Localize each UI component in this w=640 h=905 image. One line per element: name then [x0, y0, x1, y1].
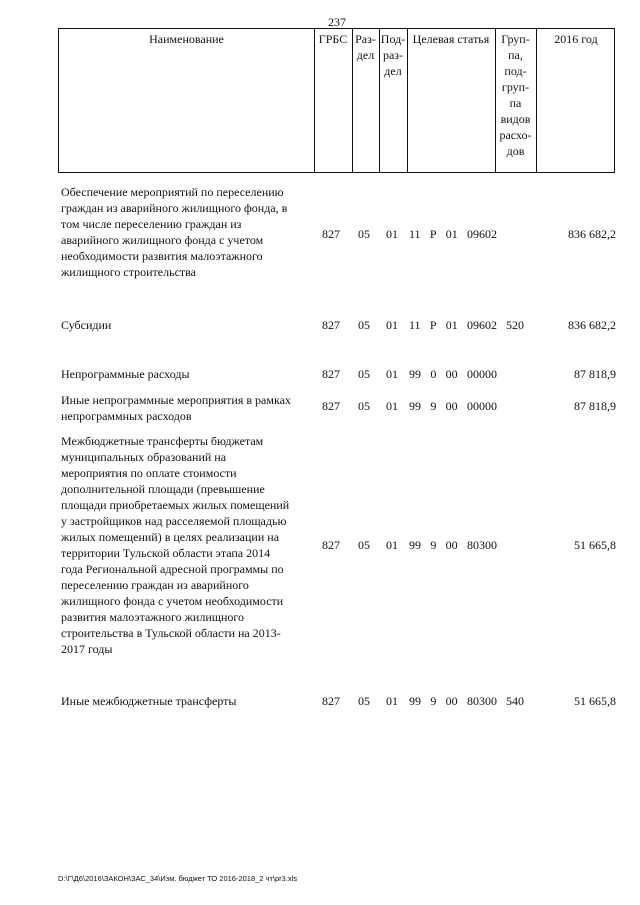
target-part: 99: [409, 367, 421, 381]
target-part: 99: [409, 694, 421, 708]
row-razdel: 05: [358, 399, 370, 413]
table-row: [0, 433, 640, 661]
row-name-line: территории Тульской области этапа 2014: [61, 546, 271, 560]
table-row: [0, 366, 640, 386]
row-target: [409, 366, 497, 382]
row-name-line: мероприятия по оплате стоимости: [61, 466, 237, 480]
row-name-line: Непрограммные расходы: [61, 367, 190, 381]
row-name-line: Субсидии: [61, 318, 112, 332]
row-name-line: Иные непрограммные мероприятия в рамках: [61, 393, 291, 407]
row-name-line: граждан из аварийного жилищного фонда, в: [61, 201, 288, 215]
row-name-line: необходимости развития малоэтажного: [61, 249, 263, 263]
header-podrazdel-line: раз-: [382, 48, 404, 62]
row-name-line: том числе переселению граждан из: [61, 217, 242, 231]
row-podrazdel: 01: [386, 318, 398, 332]
header-group-line: груп-: [501, 80, 530, 94]
row-amount: 51 665,8: [574, 538, 616, 552]
row-amount: 836 682,2: [568, 227, 616, 241]
target-part: Р: [429, 318, 437, 332]
target-part: 01: [445, 227, 458, 241]
row-razdel: 05: [358, 227, 370, 241]
target-part: 80300: [466, 538, 497, 552]
row-podrazdel: 01: [386, 538, 398, 552]
row-grbs: 827: [322, 538, 340, 552]
target-part: 01: [445, 318, 458, 332]
row-target: [409, 537, 497, 553]
row-grbs: 827: [322, 227, 340, 241]
table-row: [0, 693, 640, 713]
row-name-line: Иные межбюджетные трансферты: [61, 694, 237, 708]
target-part: 00: [445, 399, 458, 413]
row-name-line: муниципальных образований на: [61, 450, 227, 464]
file-path-footer: D:\Г\Д6\2016\ЗАКОН\ЗАС_34\Изм. бюджет ТО 2016-2018_2 чт\pr3.xls: [58, 874, 298, 883]
row-name-line: переселению граждан из аварийного: [61, 578, 249, 592]
row-target: [409, 398, 497, 414]
row-target: [409, 693, 497, 709]
row-name: [61, 317, 311, 333]
row-name: [61, 392, 311, 424]
row-podrazdel: 01: [386, 399, 398, 413]
header-group: [495, 31, 536, 159]
row-name-line: Межбюджетные трансферты бюджетам: [61, 434, 264, 448]
row-name-line: Обеспечение мероприятий по переселению: [61, 185, 284, 199]
row-name: [61, 184, 311, 280]
target-part: 0: [430, 367, 437, 381]
header-group-line: под-: [504, 64, 527, 78]
row-amount: 51 665,8: [574, 694, 616, 708]
row-name-line: у застройщиков над расселяемой площадью: [61, 514, 287, 528]
header-group-line: па: [509, 96, 522, 110]
table-row: [0, 184, 640, 284]
column-divider: [314, 29, 315, 172]
row-name-line: жилых помещений) в целях реализации на: [61, 530, 280, 544]
row-name-line: 2017 годы: [61, 642, 113, 656]
row-podrazdel: 01: [386, 694, 398, 708]
header-year: 2016 год: [554, 32, 598, 46]
table-row: [0, 392, 640, 426]
row-name-line: дополнительной площади (превышение: [61, 482, 265, 496]
row-group: 520: [506, 318, 524, 332]
target-part: 00: [445, 538, 458, 552]
row-razdel: 05: [358, 318, 370, 332]
row-grbs: 827: [322, 694, 340, 708]
row-name: [61, 433, 311, 657]
target-part: 00000: [466, 399, 497, 413]
target-part: 09602: [467, 227, 497, 241]
target-part: 09602: [467, 318, 497, 332]
row-razdel: 05: [358, 538, 370, 552]
row-name-line: строительства в Тульской области на 2013-: [61, 626, 281, 640]
header-podrazdel-line: дел: [384, 64, 402, 78]
row-grbs: 827: [322, 367, 340, 381]
row-podrazdel: 01: [386, 227, 398, 241]
target-part: 9: [430, 399, 437, 413]
row-podrazdel: 01: [386, 367, 398, 381]
target-part: Р: [429, 227, 437, 241]
row-name-line: непрограммных расходов: [61, 409, 192, 423]
header-grbs: ГРБС: [318, 32, 348, 46]
header-podrazdel: [379, 31, 407, 79]
row-amount: 87 818,9: [574, 399, 616, 413]
page-number: 237: [328, 15, 346, 29]
row-name: [61, 693, 311, 709]
header-group-line: расхо-: [499, 128, 532, 142]
target-part: 99: [409, 538, 421, 552]
row-name-line: развития малоэтажного жилищного: [61, 610, 245, 624]
target-part: 00: [445, 367, 458, 381]
table-row: [0, 317, 640, 337]
row-name-line: жилищного фонда с учетом необходимости: [61, 594, 284, 608]
target-part: 9: [430, 694, 437, 708]
row-razdel: 05: [358, 694, 370, 708]
column-divider: [536, 29, 537, 172]
row-name-line: аварийного жилищного фонда с учетом: [61, 233, 264, 247]
header-target: Целевая статья: [412, 32, 490, 46]
target-part: 11: [409, 318, 421, 332]
row-name-line: площади приобретаемых жилых помещений: [61, 498, 290, 512]
row-group: 540: [506, 694, 524, 708]
row-target: [409, 226, 497, 242]
target-part: 9: [430, 538, 437, 552]
header-razdel-line: дел: [356, 48, 375, 62]
row-grbs: 827: [322, 399, 340, 413]
header-group-line: видов: [500, 112, 531, 126]
target-part: 80300: [466, 694, 497, 708]
header-razdel: [352, 31, 379, 63]
header-razdel-line: Раз-: [355, 32, 376, 46]
target-part: 00000: [466, 367, 497, 381]
row-target: [409, 317, 497, 333]
header-group-line: дов: [506, 144, 525, 158]
row-name-line: жилищного строительства: [61, 265, 196, 279]
table-header: [58, 28, 615, 173]
column-divider: [407, 29, 408, 172]
row-amount: 836 682,2: [568, 318, 616, 332]
row-razdel: 05: [358, 367, 370, 381]
row-amount: 87 818,9: [574, 367, 616, 381]
header-podrazdel-line: Под-: [380, 32, 406, 46]
header-group-line: Груп-: [501, 32, 530, 46]
target-part: 00: [445, 694, 458, 708]
row-name-line: года Региональной адресной программы по: [61, 562, 284, 576]
header-group-line: па,: [508, 48, 523, 62]
row-name: [61, 366, 311, 382]
target-part: 11: [409, 227, 421, 241]
target-part: 99: [409, 399, 421, 413]
row-grbs: 827: [322, 318, 340, 332]
header-name: Наименование: [149, 32, 224, 46]
